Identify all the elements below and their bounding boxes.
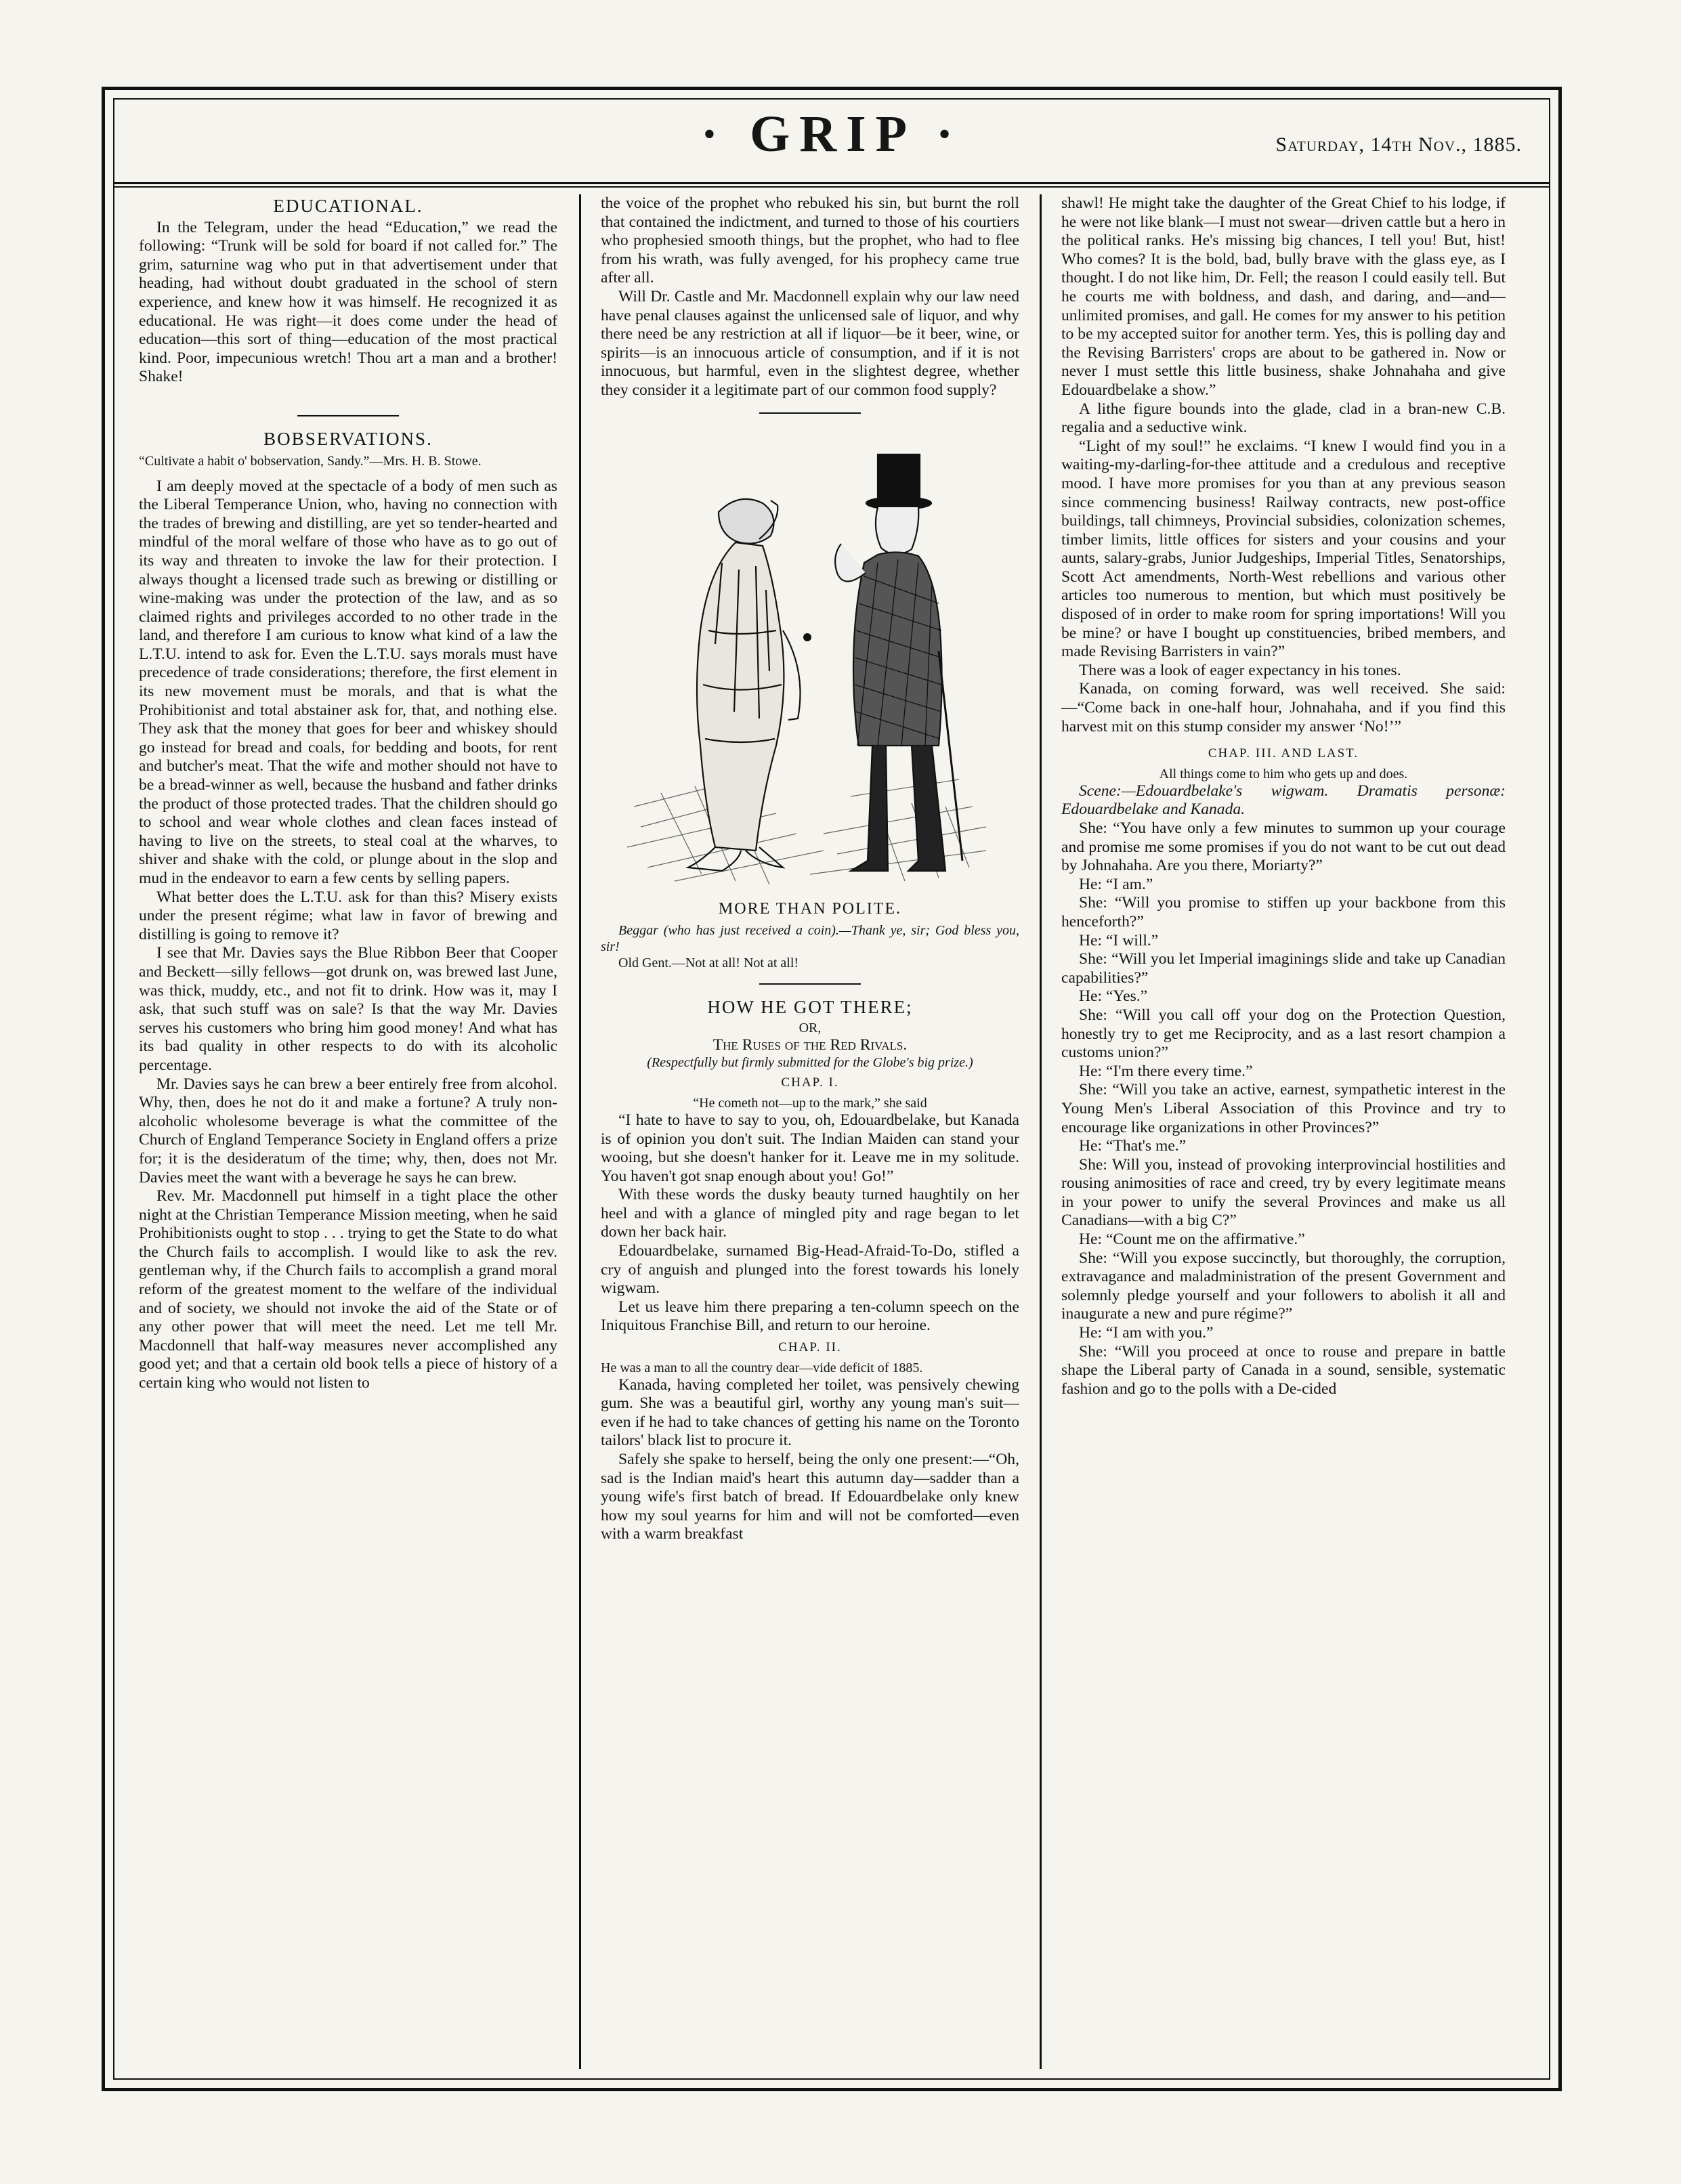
column-1	[139, 194, 557, 2069]
dialogue-line: She: “Will you let Imperial imaginings slide and take up Canadian capabilities?”	[1061, 950, 1506, 987]
paragraph: Kanada, on coming forward, was well received. She said:—“Come back in one-half hour, Johnahaha, and if you find this harvest mit on this stump consider my answer ‘No!’”	[1061, 680, 1506, 735]
paragraph: shawl! He might take the daughter of the Great Chief to his lodge, if he were not like blank—I must not swear—driven cattle but a hero in the political ranks. He's missing big chances, I tell you! But, hist! Who comes? It is the bold, bad, bully brave with the glass eye, as I thought. I do not like him, Dr. Fell; the reason I could easily tell. But he courts me with boldness, and dash, and daring, and—and—unlimited promises, and gall. He comes for my answer to his petition to be my accepted suitor for another term. Yes, this is polling day and the Revising Barristers' crops are about to be gathered in. Now or never I must settle this little business, shake Johnahaha and give Edouardbelake a show.”	[1061, 194, 1506, 399]
masthead	[114, 100, 1549, 184]
paragraph: A lithe figure bounds into the glade, clad in a bran-new C.B. regalia and a seductive wink.	[1061, 400, 1506, 437]
subheading-note: (Respectfully but firmly submitted for the Globe's big prize.)	[647, 1055, 973, 1071]
dialogue-line: She: “Will you take an active, earnest, sympathetic interest in the Young Men's Liberal Association of this Province and try to encourage like organizations in other Provinces?”	[1061, 1081, 1506, 1136]
dialogue-line: She: “Will you proceed at once to rouse and prepare in battle shape the Liberal party of Canada in a sound, sensible, systematic fashion and go to the polls with a De-cided	[1061, 1342, 1506, 1398]
paragraph: I see that Mr. Davies says the Blue Ribbon Beer that Cooper and Beckett—silly fellows—got drunk on, was brewed last June, was thick, muddy, etc., and not fit to drink. How was it, may I ask, that such stuff was on sale? Is that the way Mr. Davies serves his customers who bring him good money! And what has its bad quality in other respects to do with its alcoholic percentage.	[139, 944, 557, 1074]
column-2	[601, 194, 1019, 2069]
heading-how-he-got-there: HOW HE GOT THERE;	[707, 997, 913, 1018]
masthead-title: · GRIP ·	[700, 106, 963, 163]
paragraph: What better does the L.T.U. ask for than this? Misery exists under the present régime; what law in favor of brewing and distilling is going to remove it?	[139, 888, 557, 943]
cartoon-caption: Beggar (who has just received a coin).—Thank ye, sir; God bless you, sir!	[601, 923, 1019, 955]
dialogue-line: He: “I am.”	[1079, 875, 1153, 893]
column-3	[1061, 194, 1506, 2069]
paragraph: In the Telegram, under the head “Education,” we read the following: “Trunk will be sold for board if not called for.” The grim, saturnine wag who put in that advertisement under that heading, had without doubt graduated in the school of stern experience, and knew how it was himself. He recognized it as educational. He was right—it does come under the head of education—this sort of thing—education of the most practical kind. Poor, impecunious wretch! Thou art a man and a brother! Shake!	[139, 218, 557, 386]
chapter-epigraph: “He cometh not—up to the mark,” she said	[693, 1095, 927, 1111]
heading-bobservations: BOBSERVATIONS.	[263, 428, 433, 449]
subheading-or: OR,	[799, 1020, 822, 1035]
cartoon-caption: Old Gent.—Not at all! Not at all!	[618, 956, 799, 971]
paragraph: the voice of the prophet who rebuked his sin, but burnt the roll that contained the indictment, and turned to those of his courtiers who prophesied smooth things, but the prophet, who had to flee from his wrath, was fully avenged, for his prophecy came true after all.	[601, 194, 1019, 287]
chapter-heading: CHAP. III. AND LAST.	[1208, 746, 1359, 761]
coin	[803, 633, 811, 641]
dialogue-line: He: “That's me.”	[1079, 1137, 1187, 1155]
dialogue-line: He: “I will.”	[1079, 931, 1159, 949]
paragraph: Edouardbelake, surnamed Big-Head-Afraid-To-Do, stifled a cry of anguish and plunged into the forest towards his lonely wigwam.	[601, 1242, 1019, 1298]
cartoon-illustration	[620, 427, 1000, 895]
section-rule	[759, 983, 861, 985]
dialogue-line: She: “You have only a few minutes to summon up your courage and promise me some promises if you do not want to be cut out dead by Johnahaha. Are you there, Moriarty?”	[1061, 819, 1506, 875]
paragraph: “Light of my soul!” he exclaims. “I knew I would find you in a waiting-my-darling-for-thee attitude and a credulous and receptive mood. I have more promises for you than at any previous season since commencing business! Railway contracts, new post-office buildings, tall chimneys, Provincial subsidies, colonization schemes, timber limits, little offices for sisters and your cousins and your aunts, salary-grabs, Junior Judgeships, Imperial Titles, Senatorships, Scott Act amendments, North-West rebellions and various other articles too numerous to mention, but which must positively be disposed of in order to make room for spring importations! Will you be mine? or have I bought up constituencies, bribed members, and made Revising Barristers in vain?”	[1061, 437, 1506, 661]
dialogue-line: She: “Will you promise to stiffen up your backbone from this henceforth?”	[1061, 894, 1506, 930]
paragraph: “I hate to have to say to you, oh, Edouardbelake, but Kanada is of opinion you don't suit. The Indian Maiden can stand your wooing, but she doesn't hanker for it. Leave me in my solitude. You haven't got snap enough about you! Go!”	[601, 1111, 1019, 1185]
paragraph: Let us leave him there preparing a ten-column speech on the Iniquitous Franchise Bill, and return to our heroine.	[601, 1298, 1019, 1335]
dialogue-line: He: “Yes.”	[1079, 987, 1148, 1006]
dialogue-line: She: “Will you expose succinctly, but thoroughly, the corruption, extravagance and maladministration of the present Government and solemnly pledge yourself and your followers to abolish it all and inaugurate a new and pure régime?”	[1061, 1249, 1506, 1323]
paragraph: I am deeply moved at the spectacle of a body of men such as the Liberal Temperance Union, who, having no connection with the trades of brewing and distilling, are yet so tender-hearted and mindful of the moral welfare of those who have as to go out of its way and threaten to invoke the law for their protection. I always thought a licensed trade such as brewing or distilling or wine-making was under the protection of the law, and as so claimed rights and privileges accorded to no other trade in the land, and therefore I am curious to know what kind of a law the L.T.U. intend to ask for. Even the L.T.U. says morals must have precedence of trade considerations; therefore, the first element in its new movement must be morals, and that is what the Prohibitionist and total abstainer ask for, that, and nothing else. They ask that the money that goes for beer and whiskey should go instead for bread and coals, for bedding and boots, for rent and butcher's meat. That the wife and mother should not have to be a bread-winner as well, because the husband and father drinks the product of those protected trades. That the children should go to school and wear whole clothes and clean faces instead of having to live on the streets, to steal coal at the wharves, to shiver and shake with the cold, or plunge about in the slop and mud in the endeavor to earn a few cents by selling papers.	[139, 477, 557, 887]
paragraph: With these words the dusky beauty turned haughtily on her heel and with a glance of mingled pity and rage began to let down her back hair.	[601, 1186, 1019, 1241]
section-rule	[297, 415, 399, 416]
epigraph: “Cultivate a habit o' bobservation, Sandy.”—Mrs. H. B. Stowe.	[139, 453, 482, 469]
chapter-heading: CHAP. II.	[778, 1340, 842, 1355]
masthead-rule	[114, 186, 1549, 188]
paragraph: Safely she spake to herself, being the only one present:—“Oh, sad is the Indian maid's heart this autumn day—sadder than a young wife's first batch of bread. If Edouardbelake only knew how my soul yearns for him and will not be comforted—even with a warm breakfast	[601, 1451, 1019, 1543]
paragraph: Kanada, having completed her toilet, was pensively chewing gum. She was a beautiful girl, worthy any young man's suit—even if he had to take chances of getting his name on the Toronto tailors' black list to procure it.	[601, 1375, 1019, 1450]
page-border	[113, 98, 1550, 2080]
paragraph: Mr. Davies says he can brew a beer entirely free from alcohol. Why, then, does he not do it and make a fortune? A truly non-alcoholic wholesome beverage is what the committee of the Church of England Temperance Society in England offers a prize for; it is the desideratum of the time; why, then, does not Mr. Davies meet the want with a beverage he says he can brew.	[139, 1075, 557, 1186]
page-frame	[102, 87, 1562, 2091]
scene-direction: Scene:—Edouardbelake's wigwam. Dramatis personæ: Edouardbelake and Kanada.	[1061, 781, 1506, 819]
column-divider	[579, 194, 581, 2069]
chapter-epigraph: All things come to him who gets up and does.	[1159, 766, 1408, 781]
subheading-ruses: The Ruses of the Red Rivals.	[712, 1035, 908, 1054]
masthead-date: Saturday, 14th Nov., 1885.	[1275, 133, 1522, 156]
chapter-heading: CHAP. I.	[781, 1075, 839, 1090]
column-divider	[1040, 194, 1042, 2069]
paragraph: Will Dr. Castle and Mr. Macdonnell explain why our law need have penal clauses against the unlicensed sale of liquor, and why there need be any restriction at all if liquor—be it beer, wine, or spirits—is an innocuous article of consumption, and if it is not innocuous, but harmful, even in the slightest degree, whether they consider it a legitimate part of our common food supply?	[601, 287, 1019, 399]
paragraph: There was a look of eager expectancy in his tones.	[1079, 661, 1401, 679]
chapter-epigraph: He was a man to all the country dear—vide deficit of 1885.	[601, 1360, 923, 1375]
dialogue-line: He: “I'm there every time.”	[1079, 1062, 1253, 1080]
paragraph: Rev. Mr. Macdonnell put himself in a tight place the other night at the Christian Temperance Mission meeting, when he said Prohibitionists ought to stop . . . trying to get the State to do what the Church fails to accomplish. I would like to ask the rev. gentleman why, if the Church fails to accomplish a grand moral reform of the greatest moment to the welfare of the individual and of society, we should not invoke the aid of the State or of any other power that will meet the need. Let me tell Mr. Macdonnell that half-way measures never accomplished any good yet; and that a certain old book tells a piece of history of a certain king who would not listen to	[139, 1187, 557, 1392]
dialogue-line: She: “Will you call off your dog on the Protection Question, honestly try to get me Reciprocity, and as a last resort champion a customs union?”	[1061, 1006, 1506, 1062]
dialogue-line: He: “I am with you.”	[1079, 1324, 1214, 1342]
dialogue-line: She: Will you, instead of provoking interprovincial hostilities and rousing animosities of race and creed, try by every legitimate means in your power to unify the several Provinces and make us all Canadians—with a big C?”	[1061, 1155, 1506, 1230]
heading-educational: EDUCATIONAL.	[273, 196, 423, 216]
cartoon-caption-title: MORE THAN POLITE.	[718, 899, 902, 918]
dialogue-line: He: “Count me on the affirmative.”	[1079, 1230, 1305, 1249]
section-rule	[759, 412, 861, 414]
